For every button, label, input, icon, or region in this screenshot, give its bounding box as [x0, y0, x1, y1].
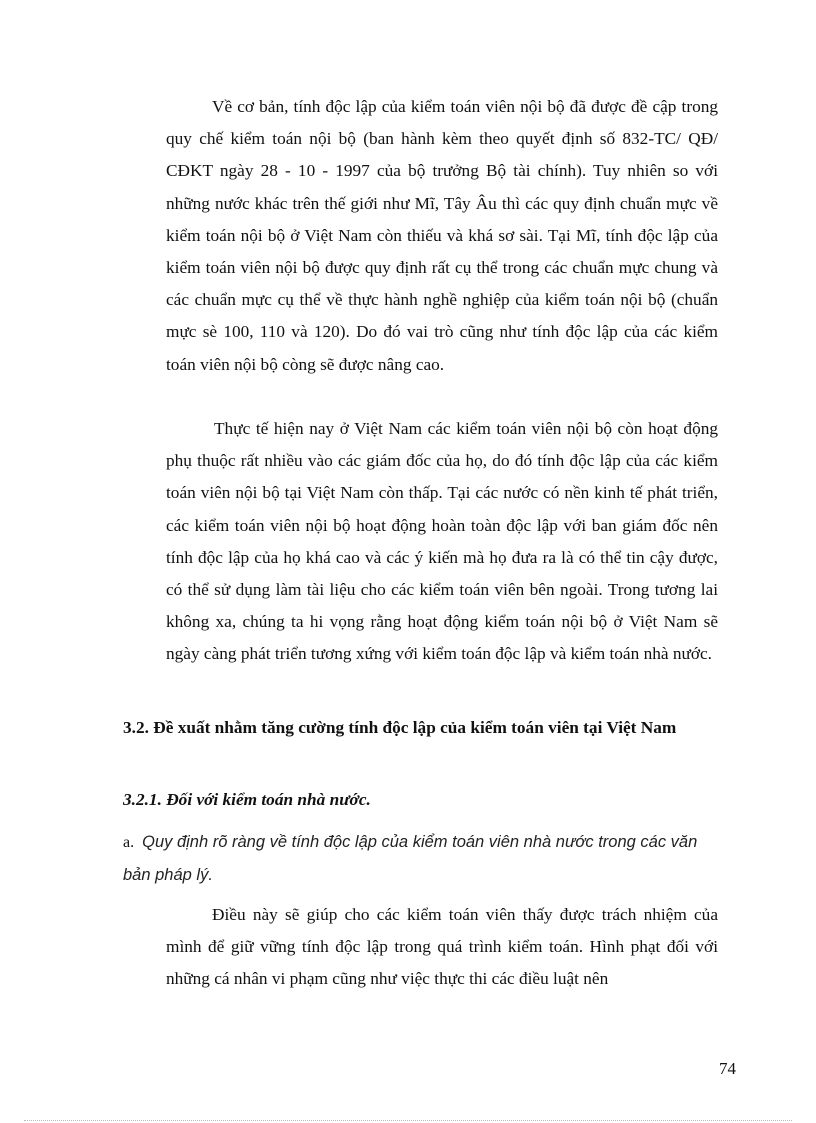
paragraph-internal-audit-regulation: Về cơ bản, tính độc lập của kiểm toán viên nội bộ đã được đề cập trong quy chế kiểm toán nội bộ (ban hành kèm theo quyết định số 832-TC/ QĐ/ CĐKT ngày 28 - 10 - 1997 của bộ trưởng Bộ tài chính). Tuy nhiên so với những nước khác trên thế giới như Mĩ, Tây Âu thì các quy định chuẩn mực về kiểm toán nội bộ ở Việt Nam còn thiếu và khá sơ sài. Tại Mĩ, tính độc lập của kiểm toán viên nội bộ được quy định rất cụ thể trong các chuẩn mực chung và các chuẩn mực cụ thể về thực hành nghề nghiệp của kiểm toán nội bộ (chuẩn mực sè 100, 110 và 120). Do đó vai trò cũng như tính độc lập của các kiểm toán viên nội bộ còng sẽ được nâng cao. — [166, 97, 718, 374]
section-heading-3-2-1: 3.2.1. Đối với kiểm toán nhà nước. — [123, 790, 371, 809]
list-item-marker: a. — [123, 834, 135, 851]
list-item-text: Quy định rõ ràng về tính độc lập của kiểm toán viên nhà nước trong các văn bản pháp lý. — [123, 833, 698, 884]
paragraph-vietnam-internal-audit-status: Thực tế hiện nay ở Việt Nam các kiểm toán viên nội bộ còn hoạt động phụ thuộc rất nhiều vào các giám đốc của họ, do đó tính độc lập của các kiểm toán viên nội bộ tại Việt Nam còn thấp. Tại các nước có nền kinh tế phát triển, các kiểm toán viên nội bộ hoạt động hoàn toàn độc lập với ban giám đốc nên tính độc lập của họ khá cao và các ý kiến mà họ đưa ra là có thể tin cậy được, có thể sử dụng làm tài liệu cho các kiểm toán viên bên ngoài. Trong tương lai không xa, chúng ta hi vọng rằng hoạt động kiểm toán nội bộ ở Việt Nam sẽ ngày càng phát triển tương xứng với kiểm toán độc lập và kiểm toán nhà nước. — [166, 419, 718, 664]
list-item-a — [123, 826, 719, 891]
page-bottom-divider — [24, 1120, 792, 1121]
page-number: 74 — [719, 1059, 736, 1078]
paragraph-responsibility: Điều này sẽ giúp cho các kiểm toán viên thấy được trách nhiệm của mình để giữ vững tính độc lập trong quá trình kiểm toán. Hình phạt đối với những cá nhân vi phạm cũng như việc thực thi các điều luật nên — [166, 905, 718, 989]
section-heading-3-2: 3.2. Đề xuất nhằm tăng cường tính độc lập của kiểm toán viên tại Việt Nam — [123, 718, 677, 737]
